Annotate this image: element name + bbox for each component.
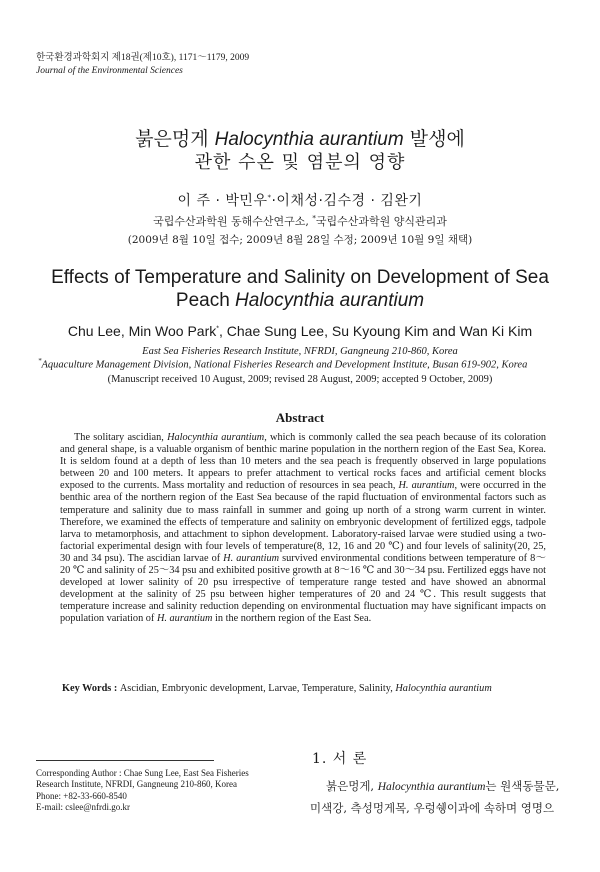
authors-ko-a: 이 주 · 박민우 [177, 193, 268, 209]
corr-line: Research Institute, NFRDI, Gangneung 210-860, Korea [36, 779, 237, 790]
intro-text: 는 원색동물문, 미색강, 측성멍게목, 우렁쉥이과에 속하며 영명으 [310, 779, 560, 815]
abstract-text: , which is commonly called the sea peach because of its coloration and general shape, is a valuable organism of benthic marine population in the northern region of the East Sea, Korea. It is seldom found at a depth of less than 10 meters and the sea peach is frequently observed in large populations between 20 and 100 meters. It appears to prefer attachment to vertical rocks faces and artificial cement blocks exposed to the currents. Mass mortality and reduction of resources in sea peach, [60, 432, 546, 492]
dates-korean: (2009년 8월 10일 접수; 2009년 8월 28일 수정; 2009년 10월 9일 채택) [127, 234, 473, 246]
affil-en-text: Aquaculture Management Division, National Fisheries Research and Development Institute, Busan 619-902, Korea [41, 359, 528, 371]
intro-species: Halocynthia aurantium [377, 781, 486, 793]
title-en-line1: Effects of Temperature and Salinity on Development of Sea [51, 267, 549, 288]
title-en-species: Halocynthia aurantium [235, 290, 425, 311]
title-ko-part: 붉은멍게 [135, 128, 215, 150]
key-words [62, 683, 562, 694]
introduction-text [310, 776, 572, 819]
authors-en-sup: * [216, 325, 219, 333]
authors-english [0, 323, 600, 339]
abstract-text: , were occurred in the benthic area of the northern region of the East Sea because of the rapid fluctuation of environmental factors such as temperature and salinity due to mass rainfall in summer and going up north of a strong warm current in winter. Therefore, we examined the effects of temperature and salinity on embryonic development of fertilized eggs, tadpole larva to metamorphosis, and attachment to siphon development. Laboratory-raised larvae were studied using a two-factorial experimental design with four levels of temperature(8, 12, 16 and 20 ℃) and four levels of salinity(20, 25, 30 and 34 psu). The ascidian larvae of [60, 480, 546, 564]
affil-en-sup: * [38, 357, 42, 365]
abstract-species: H. aurantium [156, 613, 213, 625]
affiliation-english-1: East Sea Fisheries Research Institute, NFRDI, Gangneung 210-860, Korea [142, 346, 458, 357]
key-words-label: Key Words : [62, 683, 120, 694]
title-ko-species: Halocynthia aurantium [214, 129, 404, 150]
corr-line: Corresponding Author : Chae Sung Lee, East Sea Fisheries [36, 768, 249, 778]
title-korean-line2: 관한 수온 및 염분의 영향 [194, 152, 406, 173]
abstract-text: survived environmental conditions between temperature of 8～20 ℃ and salinity of 25～34 psu and exhibited positive growth at 8～16 ℃ and 30～34 psu. Fertilized eggs have not developed at lower salinity of 20 psu irrespective of temperature range tested and have showed an abnormal development at the salinity of 25 psu between higher temperatures of 20 and 24 ℃. This result suggests that temperature increase and salinity reduction depending on environmental fluctuation may have significant impacts on population variation of [60, 552, 546, 625]
journal-citation-ko: 한국환경과학회지 제18권(제10호), 1171～1179, 2009 [36, 53, 250, 63]
authors-en-b: , Chae Sung Lee, Su Kyoung Kim and Wan Ki Kim [219, 323, 533, 339]
affiliation-english-2 [38, 357, 578, 371]
intro-text: 붉은멍게, [326, 779, 378, 793]
section-heading-introduction: 1. 서 론 [312, 751, 368, 767]
journal-header [36, 52, 249, 78]
footnote-divider [36, 760, 214, 761]
abstract-species: H. aurantium [223, 552, 280, 564]
abstract-body [60, 432, 546, 626]
authors-en-a: Chu Lee, Min Woo Park [67, 323, 217, 339]
journal-name-en: Journal of the Environmental Sciences [36, 66, 183, 76]
title-ko-part: 발생에 [403, 128, 465, 150]
abstract-text: in the northern region of the East Sea. [212, 613, 372, 625]
corresponding-author [36, 768, 296, 814]
affil-ko-a: 국립수산과학원 동해수산연구소, [153, 215, 313, 228]
abstract-species: H. aurantium [398, 480, 455, 492]
corr-email: E-mail: cslee@nfrdi.go.kr [36, 802, 131, 813]
key-words-species: Halocynthia aurantium [395, 683, 492, 694]
title-korean [0, 126, 600, 153]
title-en-line2 [0, 289, 600, 312]
key-words-list: Ascidian, Embryonic development, Larvae, Temperature, Salinity, [119, 683, 396, 694]
affiliation-korean [0, 213, 600, 229]
title-en-part: Peach [175, 290, 236, 311]
authors-ko-b: ·이채성·김수경 · 김완기 [271, 193, 423, 209]
title-english [0, 266, 600, 312]
affil-ko-sup: * [312, 214, 316, 223]
abstract-heading: Abstract [275, 410, 325, 425]
affil-ko-b: 국립수산과학원 양식관리과 [315, 215, 447, 228]
manuscript-dates: (Manuscript received 10 August, 2009; revised 28 August, 2009; accepted 9 October, 2009) [107, 374, 493, 385]
corr-phone: Phone: +82-33-660-8540 [36, 790, 127, 801]
authors-ko-sup: * [267, 193, 272, 202]
abstract-species: Halocynthia aurantium [167, 432, 265, 443]
authors-korean [0, 190, 600, 210]
abstract-text: The solitary ascidian, [74, 432, 168, 443]
